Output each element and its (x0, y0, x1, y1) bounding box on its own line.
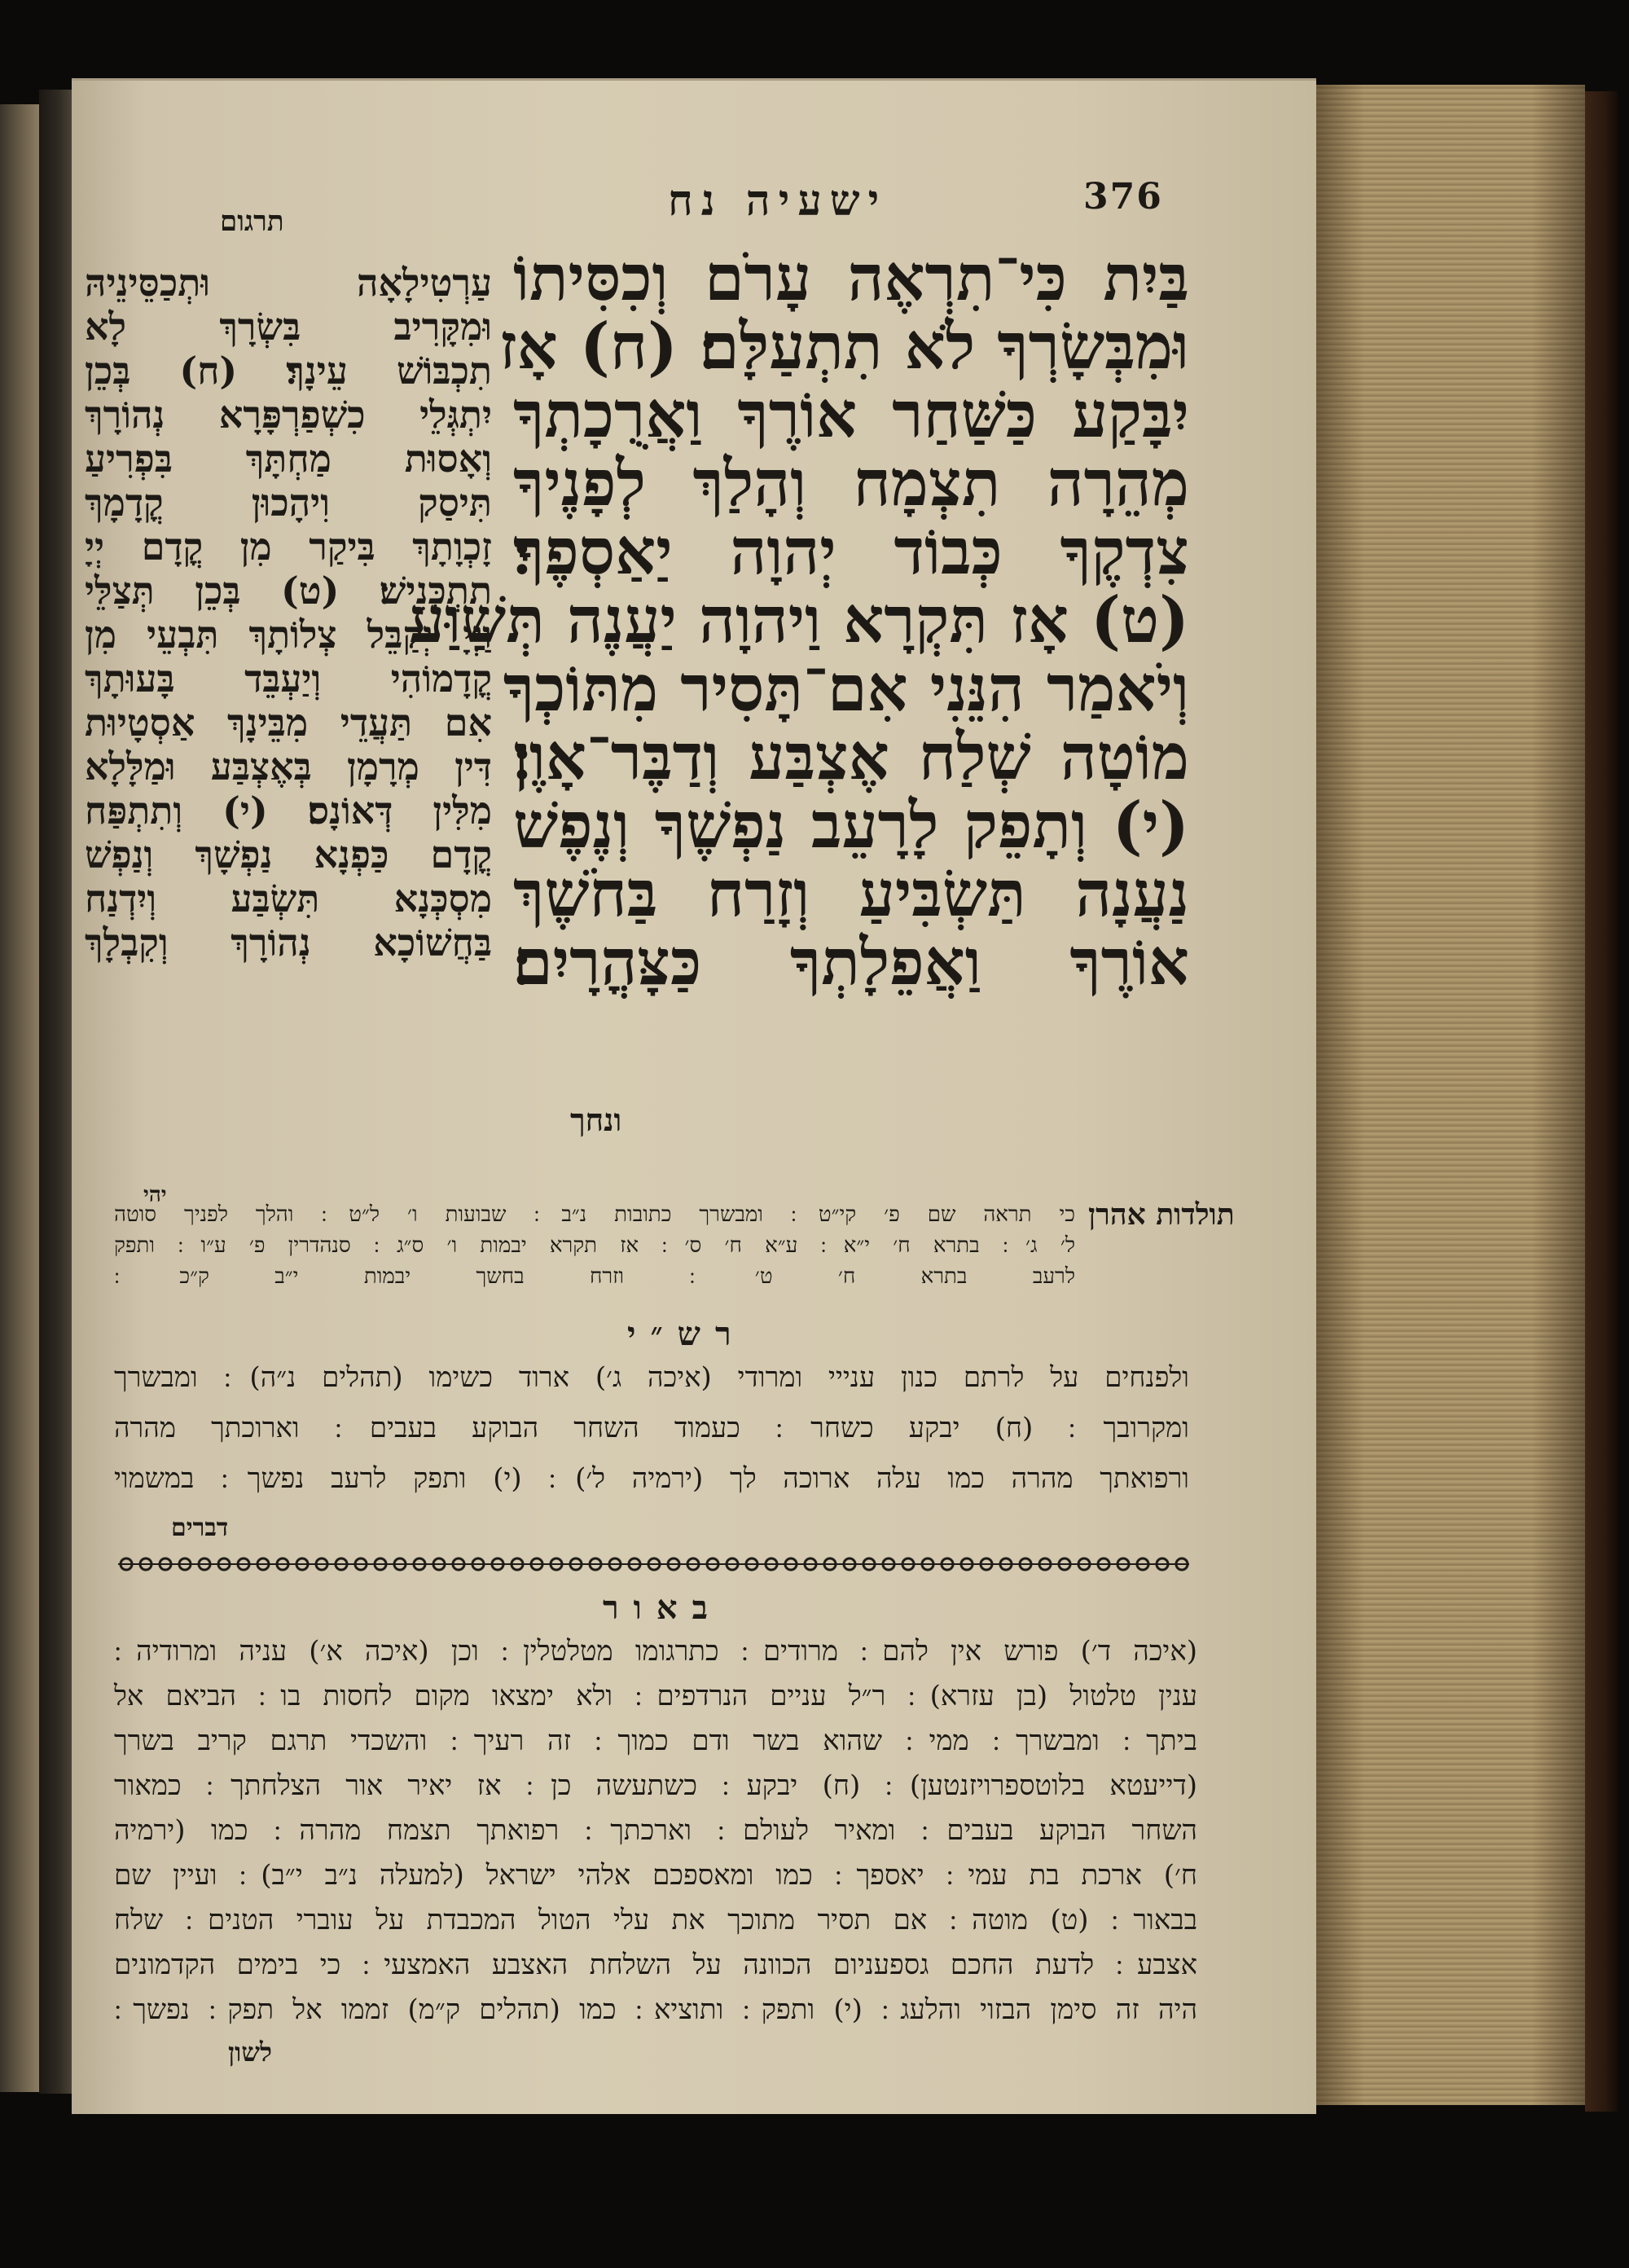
targum-line: זָכְוָתָךְ בִּיקַר מִן קֳדָם יְיָ (85, 525, 492, 569)
ornamental-divider (118, 1556, 1189, 1572)
toldot-line: לרעב בתרא ח׳ ט׳ ׃ וזרח בחשך יבמות י״ב ק״כ ׃ (114, 1264, 1075, 1289)
main-text-line: מְהֵרָה תִצְמָח וְהָלַךְ לְפָנֶיךָ (513, 446, 1189, 521)
main-text-line: (ט) אָז תִּקְרָא וַיהוָה יַעֲנֶה תְּשַׁוַּע (408, 583, 1189, 657)
rashi-line: ולפנחים על לרתם כנון ענייי ומרודי (איכה ג׳) ארוד כשימו (תהלים נ״ה) ׃ ומבשרך (114, 1361, 1189, 1394)
running-title: ישעיה נח (668, 176, 888, 226)
biur-line: אצבע ׃ לדעת החכם גספעניום הכוונה על השלחת האצבע האמצעי ׃ כי בימים הקדמונים (114, 1949, 1197, 1981)
targum-line: דִּין מְרָמָן בְּאֶצְבַּע וּמַלָּלָא (85, 745, 492, 789)
biur-line: (דייעטא בלוטספרויזנטען) ׃ (ח) יבקע ׃ כשתעשה כן ׃ אז יאיר אור הצלחתך ׃ כמאור (114, 1769, 1197, 1802)
previous-page-strip (0, 104, 39, 2092)
biur-line: השחר הבוקע בעבים ׃ ומאיר לעולם ׃ וארכתך ׃ רפואתך תצמח מהרה ׃ כמו (ירמיה (114, 1814, 1197, 1847)
toldot-line: כי תראה שם פ׳ קי״ט ׃ ומבשרך כתובות נ״ב ׃ שבועות ו׳ ל״ט ׃ והלך לפניך סוטה (114, 1202, 1075, 1227)
targum-header: תרגום (220, 205, 284, 238)
rashi-block (114, 1352, 1189, 1504)
main-text-line: צִדְקֶךָ כְּבוֹד יְהוָה יַאַסְפֶךָ׃ (513, 515, 1189, 589)
main-text-line: מוֹטָה שְׁלַח אֶצְבַּע וְדַבֶּר־אָוֶן׃ (513, 720, 1189, 794)
main-text-line: וּמִבְּשָׂרְךָ לֹא תִתְעַלָּם׃ (ח) אָז (498, 310, 1189, 384)
targum-text-block (85, 261, 492, 965)
targum-line: קֳדָם כַּפְנָא נַפְשָׁךְ וְנַפְשׁ (85, 833, 492, 877)
rashi-line: ורפואתך מהרה כמו עלה ארוכה לך (ירמיה ל׳) ׃ (י) ותפק לרעב נפשך ׃ במשמוי (114, 1462, 1189, 1495)
targum-catchword: יהי (143, 1183, 167, 1207)
biur-line: בבאור ׃ (ט) מוטה ׃ אם תסיר מתוכך את עלי הטול המכבדת על עוברי הטנים ׃ שלח (114, 1904, 1197, 1936)
main-text-line: (י) וְתָפֵק לָרָעֵב נַפְשֶׁךָ וְנֶפֶשׁ (513, 789, 1189, 863)
page-number: 376 (1083, 176, 1163, 218)
targum-line: אִם תַּעֲדֵי מִבֵּינָךְ אַסְטָיוּת (85, 701, 492, 745)
biur-catchword: לשון (228, 2037, 272, 2068)
biur-line: ח׳) ארכת בת עמי ׃ יאספך ׃ כמו ומאספכם אלהי ישראל (למעלה נ״ב י״ב) ׃ ועיין שם (114, 1859, 1197, 1892)
targum-line: וְאָסוּת מַחְתָּךְ בִּפְרִיעַ (85, 437, 492, 481)
book-cover (1585, 91, 1618, 2112)
main-text-line: נַעֲנָה תַּשְׂבִּיעַ וְזָרַח בַּחֹשֶׁךְ (513, 857, 1189, 931)
targum-line: תִכְבּוֹשׁ עֵינָךְ׃ (ח) בְּכֵן (85, 349, 492, 393)
targum-line: תִתְכְּנֵישׁ׃ (ט) בְּכֵן תְּצַלֵּי (85, 569, 492, 613)
main-text-line: בַּיִת כִּי־תִרְאֶה עָרֹם וְכִסִּיתוֹ (513, 241, 1189, 315)
rashi-line: ומקרובך ׃ (ח) יבקע כשחר ׃ כעמוד השחר הבוקע בעבים ׃ וארוכתך מהרה (114, 1412, 1189, 1444)
targum-line: יִתְגְּלֵי כִשְׁפַרְפָּרָא נְהוֹרָךְ (85, 393, 492, 437)
targum-line: עַרְטִילָאָה וּתְכַסֵּינֵיהּ (85, 261, 492, 305)
targum-line: וּמִקָּרִיב בִּשְׂרָךְ לָא (85, 305, 492, 349)
targum-line: קֳדָמוֹהִי וְיַעְבֵּד בָּעוּתָךְ (85, 657, 492, 701)
targum-line: בַּחֲשׁוֹכָא נְהוֹרָךְ וְקִבְלָךְ (85, 921, 492, 965)
biur-line: היה זה סימן הבזוי והלעג ׃ (י) ותפק ׃ ותוציא ׃ כמו (תהלים ק״מ) זממו אל תפק ׃ נפשך ׃ (114, 1993, 1197, 2026)
toldot-line: ל׳ ג׳ ׃ בתרא ח׳ י״א ׃ ע״א ח׳ ס׳ ׃ אז תקרא יבמות ו׳ ס״ג ׃ סנהדרין פ׳ ע״ו ׃ ותפק (114, 1233, 1075, 1258)
main-text-block (408, 241, 1189, 1000)
targum-line: מִלִּין דְּאוֹנָס׃ (י) וְתִתְפַּח (85, 789, 492, 833)
biur-line: ביתך ׃ ומבשרך ׃ ממי ׃ שהוא בשר ודם כמוך ׃ זה רעיך ׃ והשכדי תרגם קריב בשרך (114, 1725, 1197, 1757)
biur-block (114, 1629, 1197, 2033)
page-edges-shade (1316, 85, 1585, 2105)
main-text-line: יִבָּקַע כַּשַּׁחַר אוֹרֶךָ וַאֲרֻכָתְךָ (513, 378, 1189, 452)
targum-line: מִסְכְּנָא תִּשְׂבַּע וְיִדְנַח (85, 877, 492, 921)
gutter-shadow (39, 90, 72, 2094)
targum-line: תִּיסַק וִיהָכוּן קֳדָמָךְ (85, 481, 492, 525)
biur-header: באור (603, 1589, 722, 1627)
main-catchword: ונחך (570, 1101, 622, 1138)
targum-line: וַיְיָ יְקַבֵּל צְלוֹתָךְ תִּבְעֵי מִן (85, 613, 492, 657)
biur-line: (איכה ד׳) פורש אין להם ׃ מרודים ׃ כתרגומו מטלטלין ׃ וכן (איכה א׳) עניה ומרודיה ׃ (114, 1635, 1197, 1668)
toldot-aharon-block (114, 1199, 1075, 1292)
rashi-catchword: דברים (171, 1514, 229, 1542)
main-text-line: אוֹרֶךָ וַאֲפֵלָתְךָ כַּצָּהֳרָיִם׃ (513, 925, 1189, 1000)
toldot-aharon-label: תולדות אהרן (1088, 1198, 1235, 1232)
rashi-header: רש״י (627, 1315, 746, 1353)
main-text-line: וְיֹאמַר הִנֵּנִי אִם־תָּסִיר מִתּוֹכְךָ (503, 652, 1189, 726)
biur-line: ענין טלטול (בן עזרא) ׃ ר״ל עניים הנרדפים ׃ ולא ימצאו מקום לחסות בו ׃ הביאם אל (114, 1680, 1197, 1712)
